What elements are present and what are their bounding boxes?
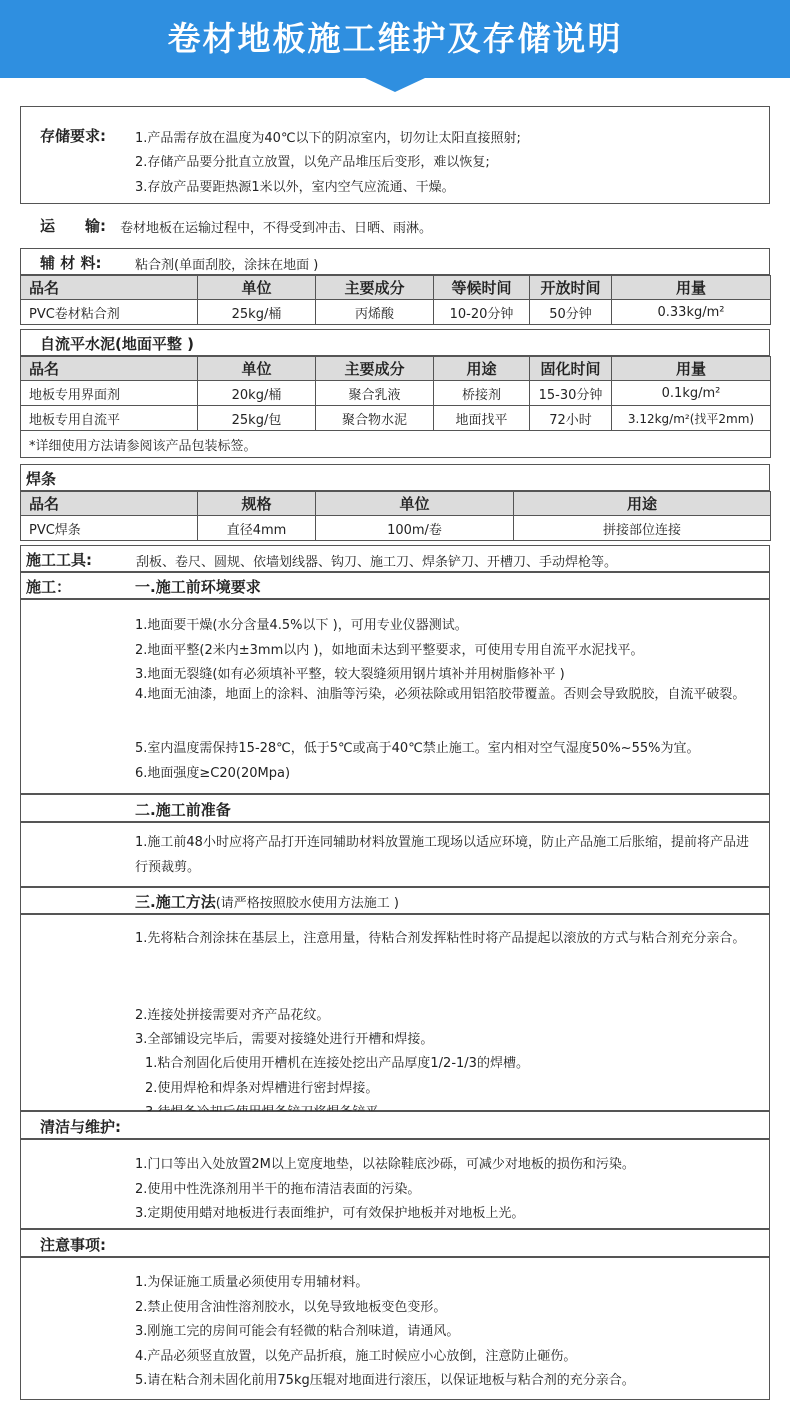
adhesive-table — [20, 275, 771, 325]
section3-subtitle: (请严格按照胶水使用方法施工 ) — [215, 896, 399, 911]
table-header-row — [21, 276, 771, 300]
section1-title: 一.施工前环境要求 — [135, 578, 261, 596]
table-header-cell: 品名 — [21, 492, 198, 516]
storage-item-3: 3.存放产品要距热源1米以外，室内空气应流通、干燥。 — [135, 180, 455, 195]
notes-item-5: 5.请在粘合剂未固化前用75kg压辊对地面进行滚压，以保证地板与粘合剂的充分亲合。 — [135, 1373, 635, 1388]
table-header-cell: 主要成分 — [316, 276, 434, 300]
storage-label: 存储要求: — [40, 127, 106, 145]
section1-item-6: 6.地面强度≥C20(20Mpa) — [135, 766, 291, 781]
table-row — [21, 406, 771, 431]
section1-item-1: 1.地面要干燥(水分含量4.5%以下 )，可用专业仪器测试。 — [135, 618, 468, 633]
cleaning-item-2: 2.使用中性洗涤剂用半干的拖布清洁表面的污染。 — [135, 1182, 421, 1197]
section3-subitem-1: 1.粘合剂固化后使用开槽机在连接处挖出产品厚度1/2-1/3的焊槽。 — [145, 1056, 529, 1071]
table-header-cell: 单位 — [198, 357, 316, 381]
table-cell: 直径4mm — [198, 516, 316, 541]
transport-label: 运 输: — [40, 217, 106, 235]
weld-table — [20, 491, 771, 541]
notes-item-1: 1.为保证施工质量必须使用专用辅材料。 — [135, 1275, 369, 1290]
table-header-cell: 用量 — [612, 357, 771, 381]
table-cell: 地板专用自流平 — [21, 406, 198, 431]
tools-label: 施工工具: — [26, 551, 92, 569]
aux-text: 粘合剂(单面刮胶，涂抹在地面 ) — [135, 258, 319, 273]
table-header-row — [21, 492, 771, 516]
storage-item-1: 1.产品需存放在温度为40℃以下的阴凉室内，切勿让太阳直接照射; — [135, 131, 521, 146]
table-cell: PVC卷材粘合剂 — [21, 300, 198, 325]
table-header-row — [21, 357, 771, 381]
section3-item-2: 2.连接处拼接需要对齐产品花纹。 — [135, 1008, 330, 1023]
table-cell: 25kg/包 — [198, 406, 316, 431]
cement-note: *详细使用方法请参阅该产品包装标签。 — [21, 431, 771, 458]
table-cell: 0.33kg/m² — [612, 300, 771, 325]
table-cell: 地面找平 — [434, 406, 530, 431]
banner-notch — [365, 78, 425, 92]
notes-title: 注意事项: — [40, 1236, 106, 1254]
section2-header — [20, 794, 770, 822]
table-cell: 15-30分钟 — [530, 381, 612, 406]
table-row — [21, 381, 771, 406]
table-cell: 地板专用界面剂 — [21, 381, 198, 406]
table-header-cell: 用途 — [514, 492, 771, 516]
weld-title: 焊条 — [26, 470, 57, 488]
aux-row — [20, 248, 770, 275]
table-cell: 聚合物水泥 — [316, 406, 434, 431]
table-row — [21, 516, 771, 541]
table-cell: 25kg/桶 — [198, 300, 316, 325]
storage-item-2: 2.存储产品要分批直立放置，以免产品堆压后变形，难以恢复; — [135, 155, 490, 170]
table-header-cell: 用量 — [612, 276, 771, 300]
notes-header — [20, 1229, 770, 1257]
table-cell: 10-20分钟 — [434, 300, 530, 325]
tools-text: 刮板、卷尺、圆规、依墙划线器、钩刀、施工刀、焊条铲刀、开槽刀、手动焊枪等。 — [136, 555, 618, 570]
page-title: 卷材地板施工维护及存储说明 — [167, 19, 623, 58]
cleaning-header — [20, 1111, 770, 1139]
table-cell: 50分钟 — [530, 300, 612, 325]
table-header-cell: 固化时间 — [530, 357, 612, 381]
table-cell: 0.1kg/m² — [612, 381, 771, 406]
section1-item-3: 3.地面无裂缝(如有必须填补平整，较大裂缝须用钢片填补并用树脂修补平 ) — [135, 667, 565, 682]
cement-table — [20, 356, 771, 458]
section1-item-5: 5.室内温度需保持15-28℃，低于5℃或高于40℃禁止施工。室内相对空气湿度50%~55%为宜。 — [135, 741, 700, 756]
construction-header — [20, 572, 770, 599]
section3-item-1: 1.先将粘合剂涂抹在基层上，注意用量，待粘合剂发挥粘性时将产品提起以滚放的方式与粘合剂充分亲合。 — [135, 931, 746, 946]
section1-item-4: 4.地面无油漆，地面上的涂料、油脂等污染，必须祛除或用铝箔胶带覆盖。否则会导致脱胶，自流平破裂。 — [135, 687, 746, 702]
weld-title-row — [20, 464, 770, 491]
cleaning-item-3: 3.定期使用蜡对地板进行表面维护，可有效保护地板并对地板上光。 — [135, 1206, 525, 1221]
table-header-cell: 品名 — [21, 276, 198, 300]
section3-title — [135, 891, 399, 912]
table-header-cell: 开放时间 — [530, 276, 612, 300]
table-header-cell: 规格 — [198, 492, 316, 516]
notes-item-2: 2.禁止使用含油性溶剂胶水，以免导致地板变色变形。 — [135, 1300, 447, 1315]
table-cell: 100m/卷 — [316, 516, 514, 541]
table-cell: 72小时 — [530, 406, 612, 431]
section3-title-text: 三.施工方法 — [135, 893, 216, 911]
section3-item-3: 3.全部铺设完毕后，需要对接缝处进行开槽和焊接。 — [135, 1032, 434, 1047]
table-header-cell: 主要成分 — [316, 357, 434, 381]
table-cell: 3.12kg/m²(找平2mm) — [612, 406, 771, 431]
cleaning-title: 清洁与维护: — [40, 1118, 121, 1136]
section3-subitem-2: 2.使用焊枪和焊条对焊槽进行密封焊接。 — [145, 1081, 379, 1096]
table-cell: 丙烯酸 — [316, 300, 434, 325]
transport-text: 卷材地板在运输过程中，不得受到冲击、日晒、雨淋。 — [120, 221, 433, 236]
table-cell: 拼接部位连接 — [514, 516, 771, 541]
aux-label: 辅 材 料: — [40, 254, 102, 272]
title-banner — [0, 0, 790, 78]
section2-item-1: 1.施工前48小时应将产品打开连同辅助材料放置施工现场以适应环境，防止产品施工后胀缩，提前将产品进行预裁剪。 — [135, 835, 749, 875]
table-row — [21, 300, 771, 325]
table-cell: 20kg/桶 — [198, 381, 316, 406]
table-header-cell: 等候时间 — [434, 276, 530, 300]
construction-label: 施工： — [26, 578, 72, 596]
cement-title: 自流平水泥(地面平整 ) — [40, 335, 194, 353]
table-header-cell: 用途 — [434, 357, 530, 381]
table-cell: 聚合乳液 — [316, 381, 434, 406]
table-header-cell: 单位 — [198, 276, 316, 300]
table-note-row — [21, 431, 771, 458]
notes-item-3: 3.刚施工完的房间可能会有轻微的粘合剂味道，请通风。 — [135, 1324, 460, 1339]
cleaning-item-1: 1.门口等出入处放置2M以上宽度地垫，以祛除鞋底沙砾，可减少对地板的损伤和污染。 — [135, 1157, 635, 1172]
section1-item-2: 2.地面平整(2米内±3mm以内 )，如地面未达到平整要求，可使用专用自流平水泥找平。 — [135, 643, 644, 658]
table-header-cell: 品名 — [21, 357, 198, 381]
table-cell: 桥接剂 — [434, 381, 530, 406]
table-cell: PVC焊条 — [21, 516, 198, 541]
notes-item-4: 4.产品必须竖直放置，以免产品折痕，施工时候应小心放倒，注意防止砸伤。 — [135, 1349, 577, 1364]
table-header-cell: 单位 — [316, 492, 514, 516]
section2-title: 二.施工前准备 — [135, 801, 231, 819]
